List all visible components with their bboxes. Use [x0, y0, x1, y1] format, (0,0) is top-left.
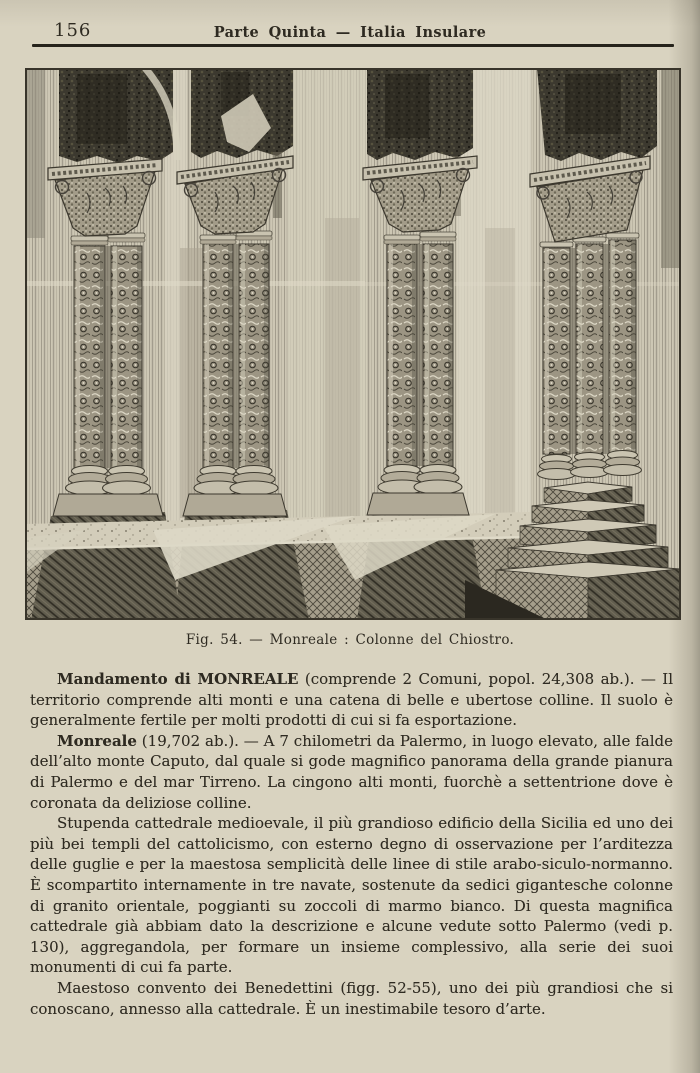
running-header-title: Parte Quinta — Italia Insulare — [213, 24, 487, 41]
paragraph-cattedrale: Stupenda cattedrale medioevale, il più grandioso edificio della Sicilia ed uno dei più bei templi del cattolicismo, con esterno degno di osservazione per l’arditezza delle guglie e per la maestosa semplicità delle linee di stile arabo-siculo-normanno. È scompartito internamente in tre navate, sostenute da sedici gigantesche colonne di granito orientale, poggianti su zoccoli di marmo bianco. Di questa magnifica cattedrale già abbiam dato la descrizione e alcune vedute sotto Palermo (vedi p. 130), aggregandola, per formare un insieme complessivo, alla serie dei suoi monumenti di cui fa parte. — [30, 814, 673, 977]
paragraph-mandamento — [30, 669, 673, 731]
monreale-columns-engraving — [25, 68, 681, 620]
figure-caption: Fig. 54. — Monreale : Colonne del Chiostro. — [185, 632, 515, 648]
paragraph-convento: Maestoso convento dei Benedettini (figg. 52-55), uno dei più grandiosi che si conoscano, annesso alla cattedrale. È un inestimabile tesoro d’arte. — [30, 978, 673, 1018]
paragraph-body: (comprende 2 Comuni, popol. 24,308 ab.). — Il territorio comprende alti monti e una catena di belle e ubertose colline. Il suolo è generalmente fertile per molti prodotti di cui si fa esportazione. — [30, 670, 673, 730]
paragraph-lead: Mandamento di MONREALE — [57, 670, 299, 688]
page-number: 156 — [54, 20, 92, 41]
article-text — [30, 669, 673, 1019]
paragraph-lead: Monreale — [57, 731, 137, 750]
paragraph-monreale — [30, 731, 673, 813]
header-rule — [32, 44, 674, 47]
paragraph-body: (19,702 ab.). — A 7 chilometri da Palermo, in luogo elevato, alle falde dell’alto monte Caputo, dal quale si gode magnifico panorama della grande pianura di Palermo e del mar Tirreno. La cingono alti monti, fuorchè a settentrione dove è coronata da deliziose colline. — [30, 731, 673, 812]
figure-54 — [25, 68, 681, 620]
